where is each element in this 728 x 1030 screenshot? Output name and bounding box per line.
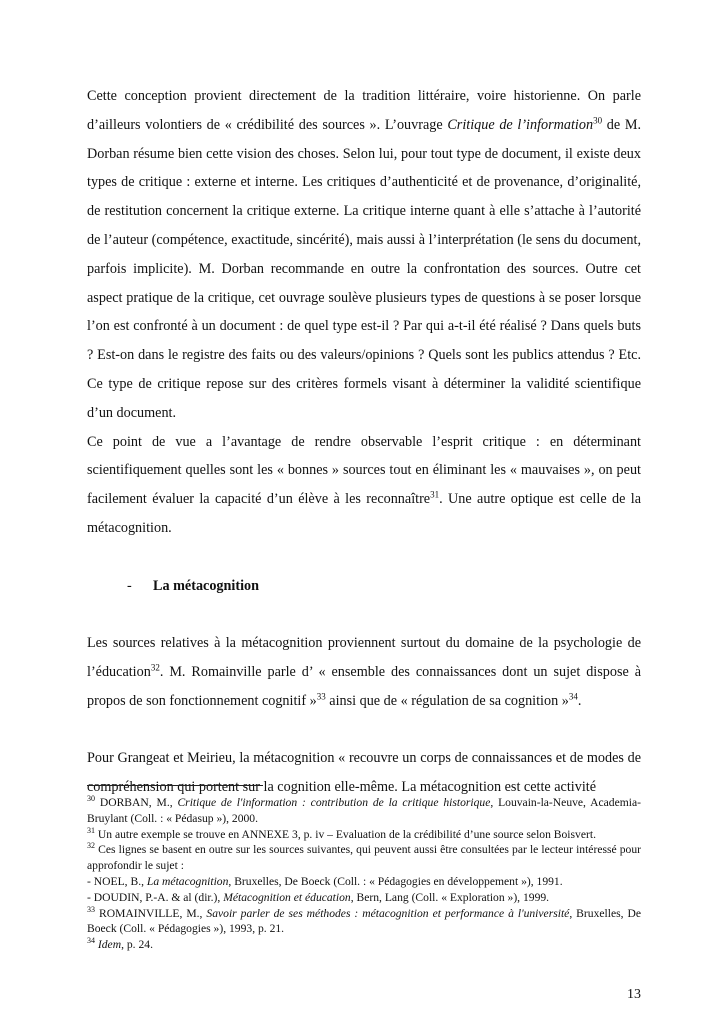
footnote-ref-31: 31: [430, 489, 440, 500]
paragraph-point-de-vue: Ce point de vue a l’avantage de rendre observable l’esprit critique : en déterminant scientifiquement quelles sont les « bonnes » sources tout en éliminant les « mauvaises », on peut facilement évaluer la capacité d’un élève à les reconnaître$^{31}$. Une autre optique est celle de la métacognition.: [87, 433, 641, 536]
footnote-ref-34: 34: [568, 691, 578, 701]
footnote-ref-32: 32: [150, 662, 160, 673]
footnote-32-item-2: - DOUDIN, P.-A. & al (dir.), Métacognition et éducation, Bern, Lang (Coll. « Exploration »), 1999.: [87, 890, 550, 904]
footnote-32: $^{32}$ Ces lignes se basent en outre sur les sources suivantes, qui peuvent aussi être consultées par le lecteur intéressé pour approfondir le sujet :: [87, 841, 641, 873]
footnote-31: $^{31}$ Un autre exemple se trouve en ANNEXE 3, p. iv – Evaluation de la crédibilité d’une source selon Boisvert.: [87, 825, 596, 841]
paragraph-critique: Cette conception provient directement de la tradition littéraire, voire historienne. On parle d’ailleurs volontiers de « crédibilité des sources ». L’ouvrage Critique de l’information$^{30}$ de M. Dorban résume bien cette vision des choses. Selon lui, pour tout type de document, il existe deux types de critique : externe et interne. Les critiques d’authenticité et de provenance, d’originalité, de restitution concernent la critique externe. La critique interne quant à elle s’attache à l’autorité de l’auteur (compétence, exactitude, sincérité), mais aussi à l’interprétation (le sens du document, parfois implicite). M. Dorban recommande en outre la confrontation des sources. Outre cet aspect pratique de la critique, cet ouvrage soulève plusieurs types de questions à se poser lorsque l’on est confronté à un document : de quel type est-il ? Par qui a-t-il été réalisé ? Dans quels buts ? Est-on dans le registre des faits ou des valeurs/opinions ? Quels sont les publics attendus ? Etc. Ce type de critique repose sur des critères formels visant à déterminer la validité scientifique d’un document.: [87, 88, 641, 421]
footnote-ref-30: 30: [593, 115, 603, 126]
body-text: [87, 82, 641, 802]
heading-text: La métacognition: [153, 577, 260, 594]
footnote-33: $^{33}$ ROMAINVILLE, M., Savoir parler de ses méthodes : métacognition et performance à l'université, Bruxelles, De Boeck (Coll. « Pédagogies »), 1993, p. 21.: [87, 904, 642, 936]
footnotes: [87, 795, 641, 953]
footnote-separator: [87, 785, 263, 786]
paragraph-grangeat: Pour Grangeat et Meirieu, la métacognition « recouvre un corps de connaissances et de modes de compréhension qui portent sur la cognition elle-même. La métacognition est cette activité: [87, 750, 641, 796]
footnote-34: $^{34}$ Idem, p. 24.: [87, 936, 153, 952]
footnote-32-item-1: - NOEL, B., La métacognition, Bruxelles, De Boeck (Coll. : « Pédagogies en développement »), 1991.: [87, 874, 563, 888]
section-heading: [87, 572, 641, 601]
book-title: Critique de l’information: [447, 116, 594, 133]
paragraph-sources: Les sources relatives à la métacognition proviennent surtout du domaine de la psychologie de l’éducation$^{32}$. M. Romainville parle d’ « ensemble des connaissances dont un sujet dispose à propos de son fonctionnement cognitif »$^{33}$ ainsi que de « régulation de sa cognition »$^{34}$.: [87, 635, 641, 709]
heading-dash: -: [127, 577, 132, 594]
footnote-30: $^{30}$ DORBAN, M., Critique de l'information : contribution de la critique historique, Louvain-la-Neuve, Academia-Bruylant (Coll. : « Pédasup »), 2000.: [87, 794, 641, 825]
footnote-ref-33: 33: [316, 691, 326, 701]
page-number: 13: [627, 987, 641, 1002]
